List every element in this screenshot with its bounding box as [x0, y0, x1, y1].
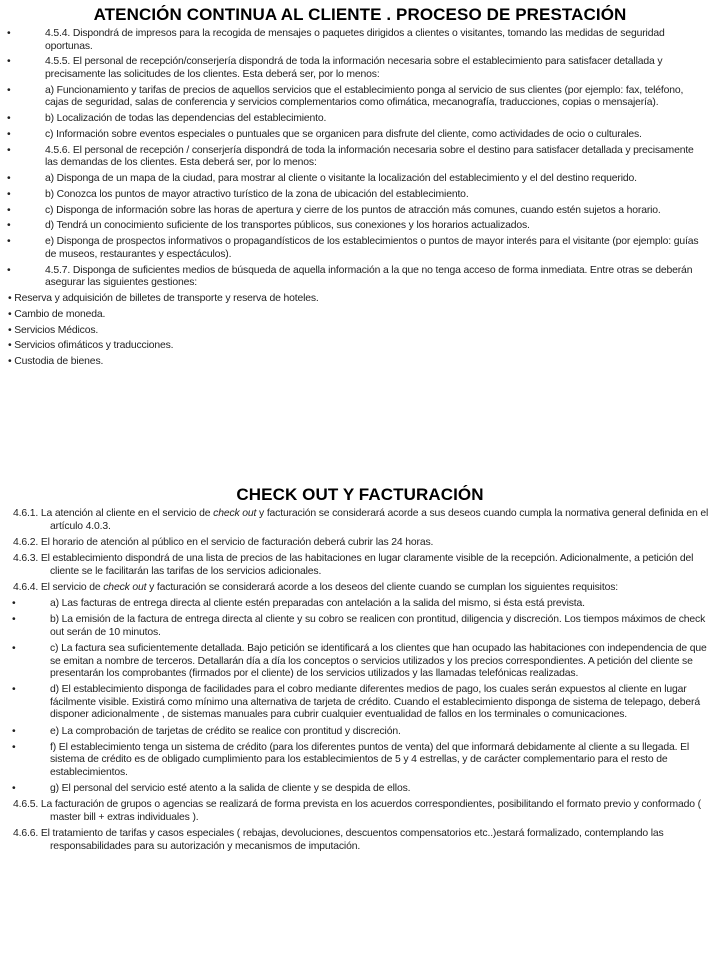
paragraph-text: 4.5.7. Disponga de suficientes medios de búsqueda de aquella información a la que no tenga acceso de forma inmediata. Entre otras se deberán asegurar las siguientes gestiones:: [45, 264, 693, 289]
paragraph: [0, 356, 720, 369]
paragraph: [0, 340, 720, 353]
paragraph-text: e) La comprobación de tarjetas de crédito se realice con prontitud y discreción.: [50, 725, 401, 737]
paragraph-text: f) El establecimiento tenga un sistema de crédito (para los diferentes puntos de venta) del que informará debidamente al cliente a su llegada. El sistema de crédito es de obligado cumplimiento para los establecimientos de 5 y 4 estrellas, y de carácter complementario para el resto de establecimientos.: [50, 741, 690, 779]
paragraph: [0, 205, 720, 218]
bullet-icon: •: [7, 56, 11, 68]
paragraph-text: c) La factura sea suficientemente detallada. Bajo petición se identificará a los clientes que han ocupado las habitaciones con independencia de que se emitan a nombre de terceros. Detallarán día a día los conceptos o servicios utilizados y los precios correspondientes. A petición del cliente se presentarán los comprobantes (firmados por el cliente) de los servicios utilizados y las llamadas telefónicas realizadas.: [50, 642, 707, 680]
paragraph: [0, 309, 720, 322]
paragraph: [0, 799, 720, 824]
paragraph: [0, 189, 720, 202]
bullet-icon: •: [7, 220, 11, 232]
paragraph-text: b) Localización de todas las dependencias del establecimiento.: [45, 113, 327, 125]
paragraph-text: g) El personal del servicio esté atento a la salida de cliente y se despida de ellos.: [50, 783, 411, 795]
paragraph-text: y facturación se considerará acorde a sus deseos cuando cumpla la normativa general definida en el artículo 4.0.3.: [50, 508, 709, 532]
paragraph-text: c) Información sobre eventos especiales o puntuales que se organicen para disfrute del cliente, como actividades de ocio o culturales.: [45, 128, 642, 140]
paragraph: [0, 614, 720, 639]
paragraph-text: 4.6.4. El servicio de: [13, 581, 104, 593]
paragraph: [0, 828, 720, 853]
paragraph-text: e) Disponga de prospectos informativos o propagandísticos de los establecimientos o puntos de mayor interés para el visitante (por ejemplo: guías de museos, restaurantes y espectáculos).: [45, 236, 699, 260]
paragraph-text: a) Funcionamiento y tarifas de precios de aquellos servicios que el establecimiento ponga al servicio de sus clientes (por ejemplo: fax, teléfono, cajas de seguridad, salas de conferencia y servicios complementarios como ofimática, mecanografía, traducciones, copias o mensajería).: [45, 84, 684, 109]
paragraph-text: • Servicios Médicos.: [8, 324, 99, 336]
paragraph: [0, 265, 720, 290]
paragraph-text: d) El establecimiento disponga de facilidades para el cobro mediante diferentes medios de pago, los cuales serán expuestos al cliente en lugar fácilmente visible. Existirá como mínimo una alternativa de tarjeta de crédito. Cuando el establecimiento disponga de sistema de telepago, deberá disponer adicionalmente , de sistemas manuales para cubrir cualquier eventualidad de fallos en los terminales o comunicaciones.: [50, 684, 700, 721]
paragraph-text: a) Las facturas de entrega directa al cliente estén preparadas con antelación a la salida del mismo, si ésta está prevista.: [50, 597, 585, 609]
bullet-icon: •: [7, 188, 11, 200]
bullet-icon: •: [12, 642, 16, 654]
paragraph: [0, 220, 720, 233]
bullet-icon: •: [7, 264, 11, 276]
paragraph: [0, 56, 720, 81]
bullet-icon: •: [12, 725, 16, 737]
paragraph: [0, 293, 720, 306]
paragraph: [0, 145, 720, 170]
bullet-icon: •: [7, 173, 11, 185]
checkout-billing-list: [0, 508, 720, 857]
bullet-icon: •: [12, 684, 16, 696]
paragraph: [0, 508, 720, 533]
paragraph: [0, 173, 720, 186]
bullet-icon: •: [7, 144, 11, 156]
paragraph: [0, 113, 720, 126]
paragraph: [0, 742, 720, 780]
paragraph-text: 4.5.6. El personal de recepción / conserjería dispondrá de toda la información necesaria sobre el destino para satisfacer detallada y precisamente las demandas de los clientes. Esta deberá ser, por lo menos:: [45, 144, 694, 169]
paragraph: [0, 85, 720, 110]
emphasized-term: check out: [213, 508, 257, 519]
paragraph-text: • Cambio de moneda.: [8, 308, 106, 320]
paragraph-text: • Reserva y adquisición de billetes de transporte y reserva de hoteles.: [8, 292, 319, 304]
bullet-icon: •: [12, 614, 16, 626]
paragraph-text: • Servicios ofimáticos y traducciones.: [8, 340, 174, 352]
bullet-icon: •: [7, 113, 11, 125]
paragraph-text: 4.6.3. El establecimiento dispondrá de una lista de precios de las habitaciones en lugar claramente visible de la recepción. Adicionalmente, a petición del cliente se le facilitarán las tarifas de los servicios adicionales.: [13, 552, 694, 577]
paragraph-text: y facturación se considerará acorde a los deseos del cliente cuando se cumplan los siguientes requisitos:: [146, 581, 618, 593]
paragraph-text: b) Conozca los puntos de mayor atractivo turístico de la zona de ubicación del establecimiento.: [45, 188, 469, 200]
paragraph-text: 4.5.4. Dispondrá de impresos para la recogida de mensajes o paquetes dirigidos a clientes o visitantes, tomando las medidas de seguridad oportunas.: [45, 28, 665, 52]
bullet-icon: •: [7, 204, 11, 216]
paragraph: [0, 553, 720, 578]
bullet-icon: •: [12, 597, 16, 609]
emphasized-term: check out: [103, 581, 147, 593]
paragraph-text: 4.6.6. El tratamiento de tarifas y casos especiales ( rebajas, devoluciones, descuentos compensatorios etc..)estará formalizado, contemplando las responsabilidades para su autorización y mecanismos de imputación.: [13, 828, 664, 852]
paragraph: [0, 582, 720, 595]
attention-process-list: [0, 28, 720, 372]
paragraph-text: 4.6.1. La atención al cliente en el servicio de: [13, 508, 214, 519]
paragraph-text: 4.6.2. El horario de atención al público en el servicio de facturación deberá cubrir las 24 horas.: [13, 536, 434, 548]
section-title: CHECK OUT Y FACTURACIÓN: [236, 485, 484, 504]
paragraph-text: b) La emisión de la factura de entrega directa al cliente y su cobro se realicen con prontitud, diligencia y discreción. Los tiempos máximos de check out serán de 10 minutos.: [50, 614, 706, 638]
section-title: ATENCIÓN CONTINUA AL CLIENTE . PROCESO DE PRESTACIÓN: [93, 5, 627, 24]
paragraph: [0, 236, 720, 261]
bullet-icon: •: [7, 84, 11, 96]
bullet-icon: •: [12, 741, 16, 753]
paragraph-text: 4.5.5. El personal de recepción/conserjería dispondrá de toda la información necesaria sobre el establecimiento para satisfacer detallada y precisamente las solicitudes de los clientes. Esta deberá ser, por lo menos:: [45, 56, 663, 80]
bullet-icon: •: [7, 28, 11, 39]
paragraph: [0, 783, 720, 796]
bullet-icon: •: [7, 236, 11, 248]
paragraph-text: • Custodia de bienes.: [8, 356, 104, 368]
bullet-icon: •: [7, 128, 11, 140]
bullet-icon: •: [12, 783, 16, 795]
paragraph: [0, 537, 720, 550]
paragraph: [0, 643, 720, 681]
paragraph-text: d) Tendrá un conocimiento suficiente de los transportes públicos, sus conexiones y los horarios actualizados.: [45, 220, 530, 232]
paragraph-text: c) Disponga de información sobre las horas de apertura y cierre de los puntos de atracción más comunes, cuando estén sujetos a horario.: [45, 204, 661, 216]
paragraph: [0, 598, 720, 611]
paragraph: [0, 684, 720, 722]
paragraph: [0, 129, 720, 142]
paragraph: [0, 325, 720, 338]
paragraph: [0, 726, 720, 739]
paragraph-text: a) Disponga de un mapa de la ciudad, para mostrar al cliente o visitante la localización del establecimiento y el del destino requerido.: [45, 173, 637, 185]
paragraph: [0, 28, 720, 53]
paragraph-text: 4.6.5. La facturación de grupos o agencias se realizará de forma prevista en los acuerdos correspondientes, posibilitando el formato previo y conformado ( master bill + extras individuales ).: [13, 799, 701, 823]
